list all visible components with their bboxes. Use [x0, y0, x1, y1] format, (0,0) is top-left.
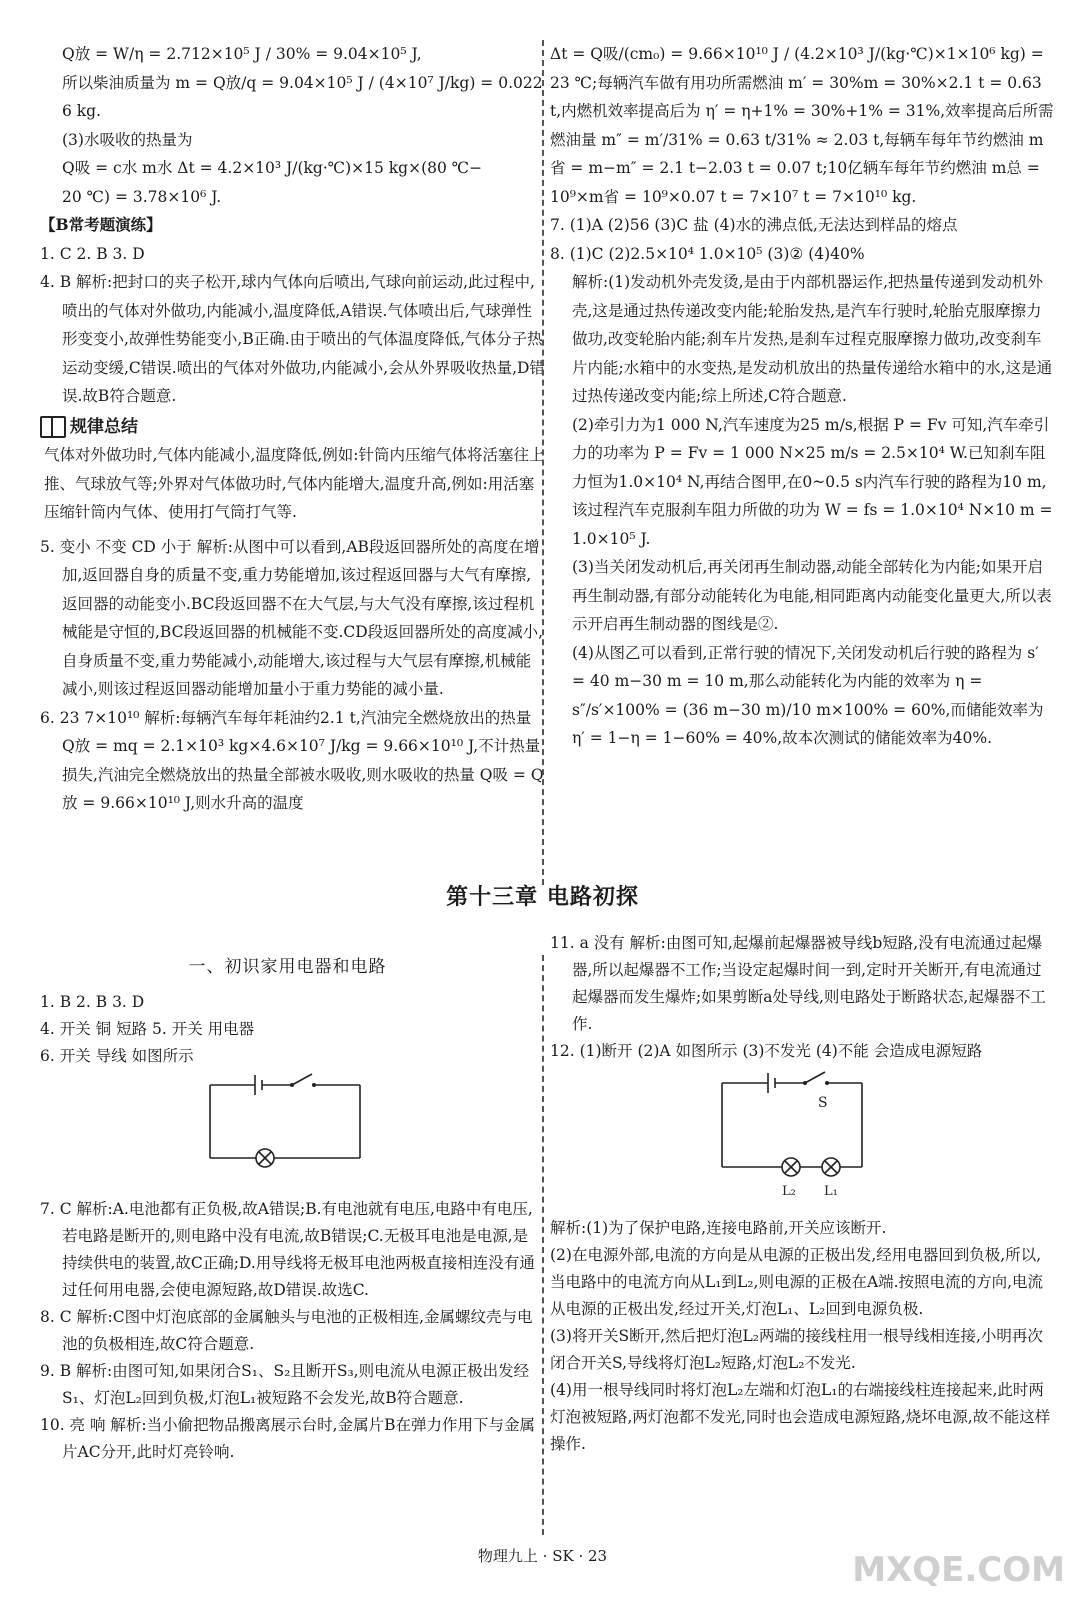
answer-q7-lower: 7. C 解析:A.电池都有正负极,故A错误;B.有电池就有电压,电路中有电压,若电路是断开的,则电路中没有电流,故B错误;C.无极耳电池是电源,是持续供电的装置,故C正确;D.用导线将无极耳电池两极直接相连没有通过任何用电器,会使电源短路,故D错误.故选C. [40, 1200, 535, 1299]
lower-left-column [40, 950, 535, 1466]
explanation-part: (4)用一根导线同时将灯泡L₂左端和灯泡L₁的右端接线柱连接起来,此时两灯泡被短路,两灯泡都不发光,同时也会造成电源短路,烧坏电源,故不能这样操作. [550, 1381, 1051, 1453]
right-column-top [550, 40, 1055, 753]
formula-line: 20 ℃) = 3.78×10⁶ J. [62, 187, 222, 206]
formula-line: Q吸 = c水 m水 Δt = 4.2×10³ J/(kg·℃)×15 kg×(80 ℃− [62, 159, 483, 177]
answer-line: 4. 开关 铜 短路 5. 开关 用电器 [40, 1020, 255, 1038]
page-footer: 物理九上 · SK · 23 [477, 1547, 608, 1565]
column-divider-lower [542, 955, 544, 1535]
answer-q10-lower: 10. 亮 响 解析:当小偷把物品搬离展示台时,金属片B在弹力作用下与金属片AC分开,此时灯亮铃响. [40, 1416, 535, 1461]
section-heading: 【B常考题演练】 [40, 215, 162, 234]
answer-line: 1. C 2. B 3. D [40, 244, 145, 263]
formula-line: Q放 = W/η = 2.712×10⁵ J / 30% = 9.04×10⁵ J, [62, 45, 422, 63]
answer-q12: 12. (1)断开 (2)A 如图所示 (3)不发光 (4)不能 会造成电源短路 [550, 1042, 983, 1060]
formula-paragraph: Δt = Q吸/(cm₀) = 9.66×10¹⁰ J / (4.2×10³ J/(kg·℃)×1×10⁶ kg) = 23 ℃;每辆汽车做有用功所需燃油 m′ = 30%m = 30%×2.1 t = 0.63 t,内燃机效率提高后为 η′ = η+1% = 30%+1% = 31%,效率提高后所需燃油量 m″ = m′/31% = 0.63 t/31% ≈ 2.03 t,每辆车每年节约燃油 m省 = m−m″ = 2.1 t−2.03 t = 0.07 t;10亿辆车每年节约燃油 m总 = 10⁹×m省 = 10⁹×0.07 t = 7×10⁷ t = 7×10¹⁰ kg. [550, 45, 1054, 206]
answer-q11: 11. a 没有 解析:由图可知,起爆前起爆器被导线b短路,没有电流通过起爆器,所以起爆器不工作;当设定起爆时间一到,定时开关断开,有电流通过起爆器而发生爆炸;如果剪断a处导线,则电路处于断路状态,起爆器不工作. [550, 934, 1046, 1033]
answer-line: 1. B 2. B 3. D [40, 993, 145, 1011]
answer-q8-lower: 8. C 解析:C图中灯泡底部的金属触头与电池的正极相连,金属螺纹壳与电池的负极相连,故C符合题意. [40, 1308, 533, 1353]
answer-q8-part: (2)牵引力为1 000 N,汽车速度为25 m/s,根据 P = Fv 可知,汽车牵引力的功率为 P = Fv = 1 000 N×25 m/s = 2.5×10⁴ W.已知刹车阻力恒为1.0×10⁴ N,再结合图甲,在0~0.5 s内汽车行驶的路程为10 m,该过程汽车克服刹车阻力所做的功为 W = fs = 1.0×10⁴ N×10 m = 1.0×10⁵ J. [572, 415, 1053, 548]
answer-q9-lower: 9. B 解析:由图可知,如果闭合S₁、S₂且断开S₃,则电流从电源正极出发经S₁、灯泡L₂回到负极,灯泡L₁被短路不会发光,故B符合题意. [40, 1362, 530, 1407]
section-subtitle: 一、初识家用电器和电路 [188, 957, 387, 977]
answer-line: 6. 开关 导线 如图所示 [40, 1047, 194, 1065]
answer-q8-part: 解析:(1)发动机外壳发烫,是由于内部机器运作,把热量传递到发动机外壳,这是通过热传递改变内能;轮胎发热,是汽车行驶时,轮胎克服摩擦力做功,改变轮胎内能;刹车片发热,是刹车过程克服摩擦力做功,改变刹车片内能;水箱中的水变热,是发动机放出的热量传递给水箱中的水,这是通过热传递改变内能;综上所述,C符合题意. [572, 273, 1053, 405]
summary-text: 气体对外做功时,气体内能减小,温度降低,例如:针筒内压缩气体将活塞往上推、气球放气等;外界对气体做功时,气体内能增大,温度升高,例如:用活塞压缩针筒内气体、使用打气筒打气等. [44, 446, 545, 521]
answer-q8-part: (3)当关闭发动机后,再关闭再生制动器,动能全部转化为内能;如果开启再生制动器,有部分动能转化为电能,相同距离内动能变化量更大,所以表示开启再生制动器的图线是②. [572, 558, 1052, 633]
answer-q7: 7. (1)A (2)56 (3)C 盐 (4)水的沸点低,无法达到样品的熔点 [550, 216, 958, 234]
lower-right-column [550, 930, 1055, 1458]
formula-line: 所以柴油质量为 m = Q放/q = 9.04×10⁵ J / (4×10⁷ J/kg) = 0.022 6 kg. [62, 73, 543, 120]
answer-q8-part: (4)从图乙可以看到,正常行驶的情况下,关闭发动机后行驶的路程为 s′ = 40 m−30 m = 10 m,那么动能转化为内能的效率为 η = s″/s′×100% = (36 m−30 m)/10 m×100% = 60%,而储能效率为 η′ = 1−η = 1−60% = 40%,故本次测试的储能效率为40%. [572, 643, 1044, 747]
answer-q8-head: 8. (1)C (2)2.5×10⁴ 1.0×10⁵ (3)② (4)40% [550, 244, 865, 263]
watermark: MXQE.COM [852, 1550, 1065, 1590]
column-divider [542, 40, 544, 885]
summary-heading [40, 413, 545, 442]
answer-q5: 5. 变小 不变 CD 小于 解析:从图中可以看到,AB段返回器所处的高度在增加,返回器自身的质量不变,重力势能增加,该过程返回器与大气有摩擦,返回器的动能变小.BC段返回器不在大气层,与大气没有摩擦,该过程机械能是守恒的,BC段返回器的机械能不变.CD段返回器所处的高度减小,自身质量不变,重力势能减小,动能增大,该过程与大气层有摩擦,机械能减小,则该过程返回器动能增加量小于重力势能的减小量. [40, 537, 544, 698]
lamp-l1-label: L₁ [824, 1184, 838, 1199]
chapter-title: 第十三章 电路初探 [446, 885, 639, 910]
lamp-l2-label: L₂ [782, 1184, 796, 1199]
explanation-part: (2)在电源外部,电流的方向是从电源的正极出发,经用电器回到负极,所以,当电路中的电流方向从L₁到L₂,则电源的正极在A端.按照电流的方向,电流从电源的正极出发,经过开关,灯泡L₁、L₂回到电源负极. [550, 1246, 1043, 1318]
circuit-diagram-series [40, 1070, 535, 1190]
formula-line: (3)水吸收的热量为 [62, 130, 193, 149]
left-column-top [40, 40, 545, 818]
explanation-part: (3)将开关S断开,然后把灯泡L₂两端的接线柱用一根导线相连接,小明再次闭合开关S,导线将灯泡L₂短路,灯泡L₂不发光. [550, 1327, 1043, 1372]
explanation-part: 解析:(1)为了保护电路,连接电路前,开关应该断开. [550, 1219, 887, 1237]
summary-title: 规律总结 [70, 416, 138, 437]
answer-q4: 4. B 解析:把封口的夹子松开,球内气体向后喷出,气球向前运动,此过程中,喷出的气体对外做功,内能减小,温度降低,A错误.气体喷出后,气球弹性形变变小,故弹性势能变小,B正确.由于喷出的气体温度降低,气体分子热运动变缓,C错误.喷出的气体对外做功,内能减小,会从外界吸收热量,D错误.故B符合题意. [40, 273, 545, 405]
circuit-diagram-two-lamps [550, 1065, 1055, 1215]
book-icon [40, 416, 66, 438]
switch-label: S [818, 1095, 828, 1111]
answer-q6: 6. 23 7×10¹⁰ 解析:每辆汽车每年耗油约2.1 t,汽油完全燃烧放出的热量 Q放 = mq = 2.1×10³ kg×4.6×10⁷ J/kg = 9.66×10¹⁰ J,不计热量损失,汽油完全燃烧放出的热量全部被水吸收,则水吸收的热量 Q吸 = Q放 = 9.66×10¹⁰ J,则水升高的温度 [40, 708, 544, 812]
